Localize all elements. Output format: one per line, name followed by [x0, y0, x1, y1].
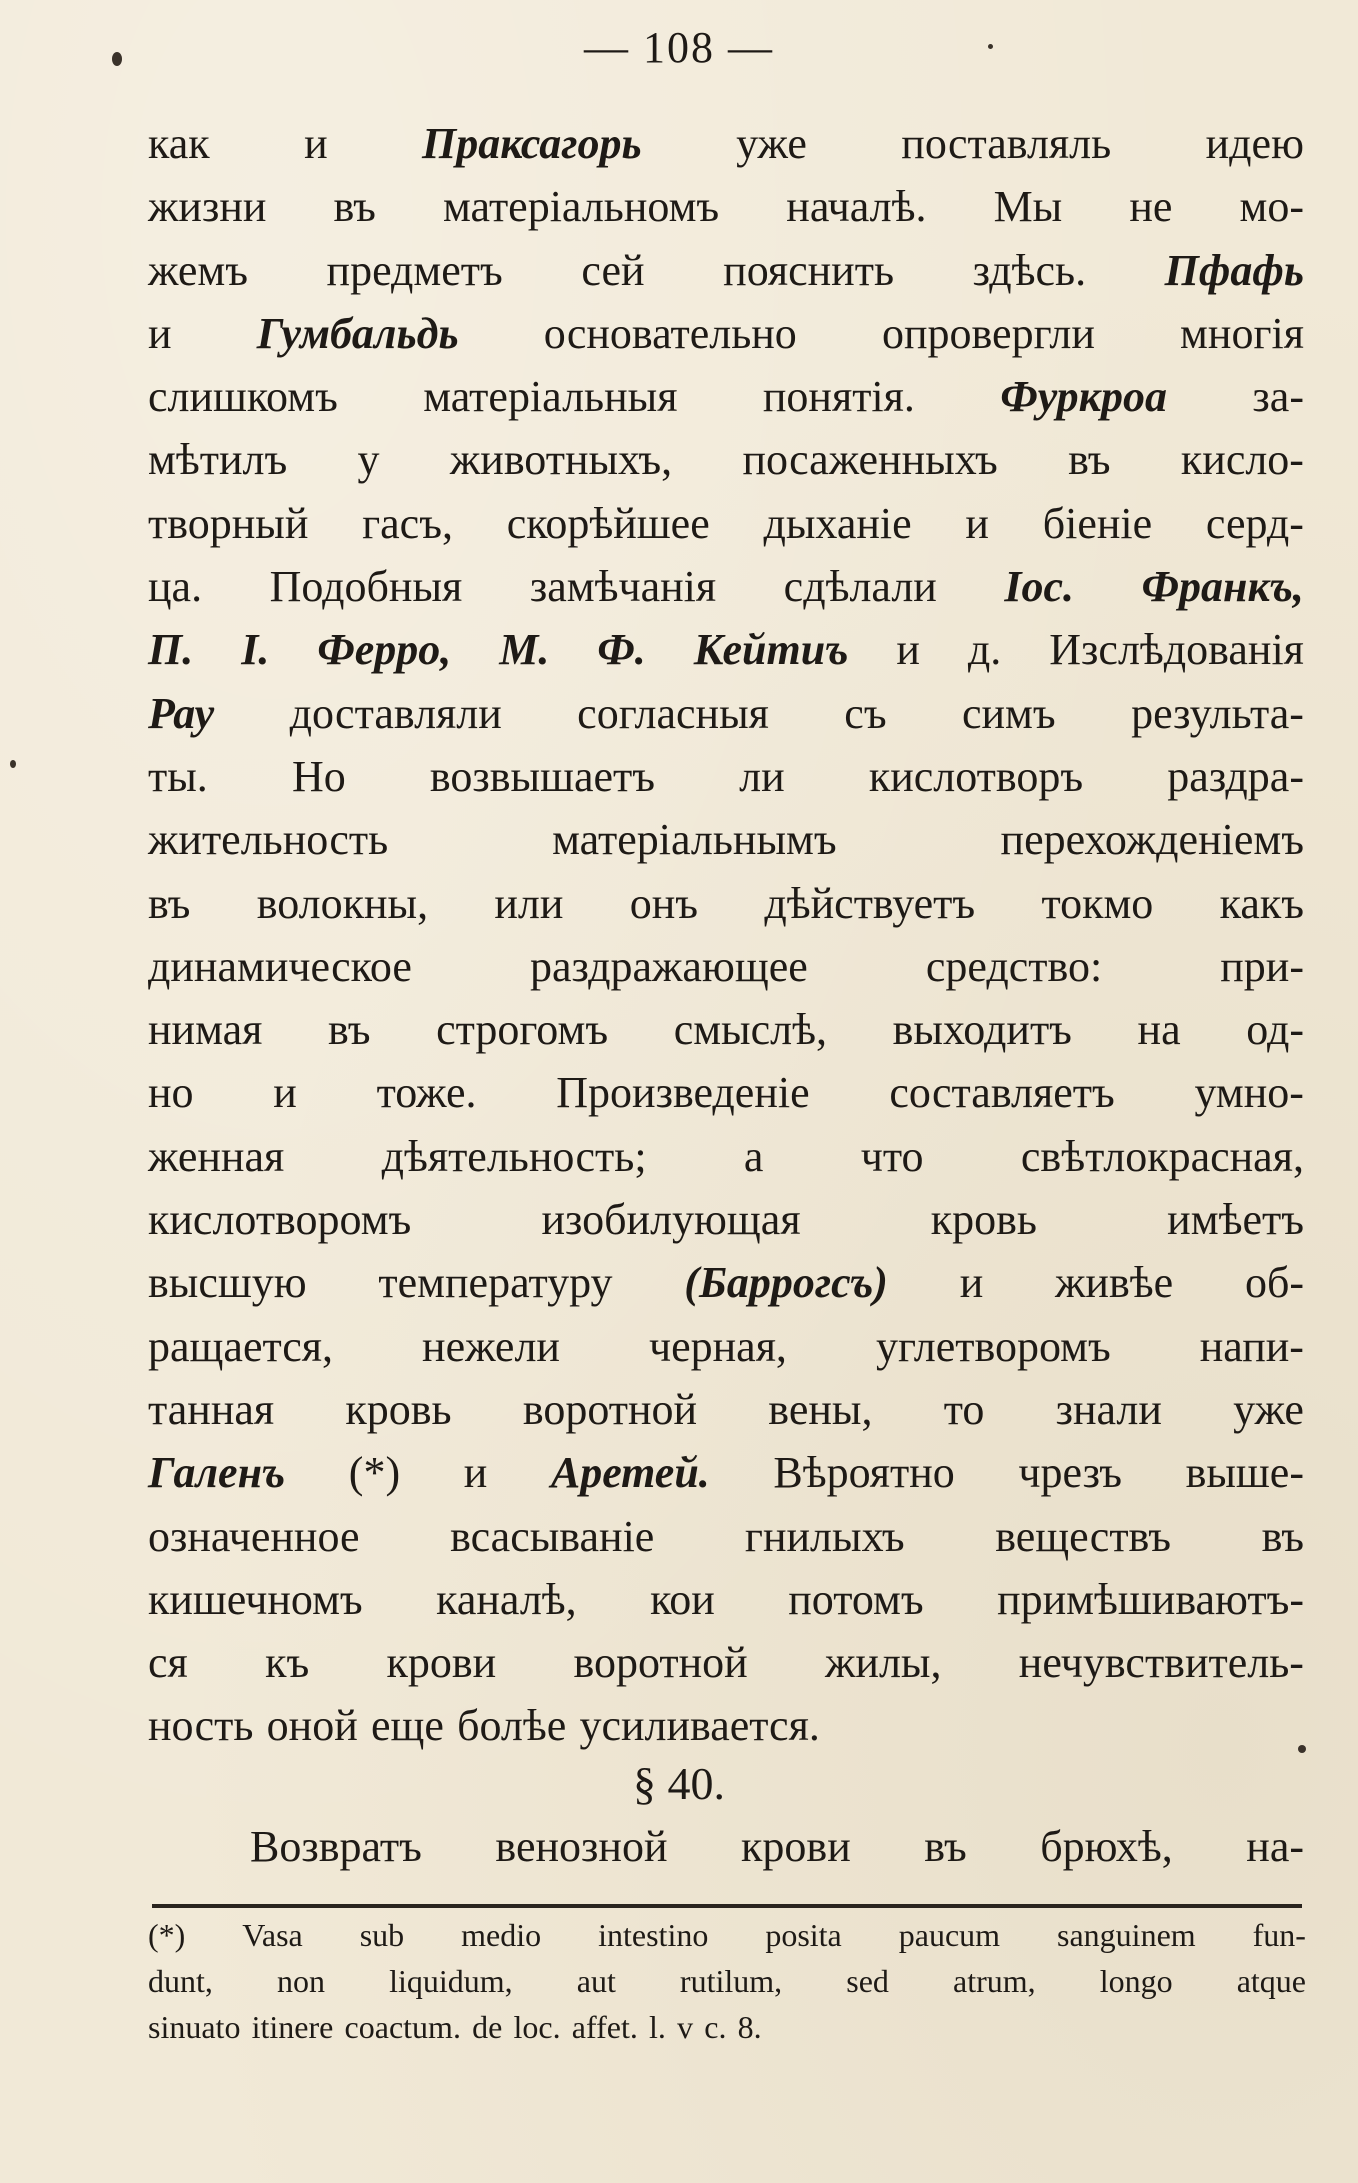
word: женная	[148, 1131, 285, 1181]
section-heading: § 40.	[633, 1758, 725, 1809]
word: матеріальнымъ	[552, 815, 837, 865]
word: и	[148, 308, 172, 358]
text-line	[148, 1125, 1304, 1188]
word: medio	[461, 1917, 542, 1953]
word: и	[463, 1448, 488, 1498]
text-line	[148, 1631, 1304, 1694]
word: чрезъ	[1018, 1448, 1122, 1498]
word: матеріальномъ	[443, 182, 720, 232]
word: еще	[370, 1701, 444, 1751]
word: веществъ	[995, 1511, 1171, 1561]
footnote	[148, 1912, 1306, 2050]
word: на	[1137, 1005, 1181, 1055]
word: или	[494, 878, 564, 928]
word: sub	[359, 1917, 405, 1953]
text-line	[148, 1188, 1304, 1251]
text-line	[148, 745, 1304, 808]
word: и	[896, 625, 920, 675]
word: мо-	[1239, 182, 1304, 232]
word: жилы,	[825, 1638, 942, 1688]
word: согласныя	[577, 688, 769, 738]
word: крови	[386, 1638, 497, 1688]
word: v	[677, 2009, 694, 2045]
word: и	[304, 119, 328, 168]
text-line	[148, 682, 1304, 745]
word: нимая	[148, 1005, 263, 1055]
footnote-line	[148, 1912, 1306, 1958]
word: non	[276, 1963, 325, 1999]
word: кровь	[930, 1195, 1037, 1245]
word: Франкъ,	[1141, 562, 1304, 612]
word: въ	[1261, 1511, 1304, 1561]
word: предметъ	[326, 245, 503, 295]
word: крови	[741, 1822, 851, 1871]
word: къ	[265, 1638, 310, 1688]
text-line	[148, 239, 1304, 302]
word: многія	[1180, 308, 1304, 358]
word: жемъ	[148, 245, 248, 295]
word: тоже.	[376, 1068, 477, 1118]
word: кои	[650, 1574, 715, 1624]
text-line	[148, 1441, 1304, 1504]
word: жизни	[148, 182, 267, 232]
word: aut	[576, 1963, 616, 1999]
text-line	[148, 555, 1304, 618]
text-line	[148, 428, 1304, 491]
section-first-line	[250, 1815, 1304, 1879]
word: свѣтлокрасная,	[1020, 1131, 1304, 1181]
word: Кейтиъ	[693, 625, 849, 675]
word: оной	[266, 1701, 358, 1751]
word: началѣ.	[786, 182, 927, 232]
word: од-	[1246, 1005, 1304, 1055]
footnote-line	[148, 1958, 1306, 2004]
word: раздра-	[1167, 751, 1304, 801]
footnote-line	[148, 2004, 1306, 2050]
word: Праксагорь	[422, 119, 642, 168]
word: І.	[241, 625, 270, 675]
word: ты.	[148, 751, 208, 801]
word: сдѣлали	[783, 562, 937, 612]
word: и	[273, 1068, 297, 1118]
word: д.	[967, 625, 1002, 675]
word: Но	[291, 751, 346, 801]
text-line	[148, 112, 1304, 175]
word: кровь	[345, 1384, 452, 1434]
word: дѣйствуетъ	[764, 878, 976, 928]
text-line	[148, 1694, 1304, 1757]
word: посаженныхъ	[742, 435, 998, 485]
word: de	[472, 2009, 503, 2045]
word: вены,	[768, 1384, 873, 1434]
word: животныхъ,	[449, 435, 673, 485]
word: примѣшиваютъ-	[997, 1574, 1304, 1624]
word: выше-	[1185, 1448, 1304, 1498]
word: составляетъ	[889, 1068, 1115, 1118]
word: болѣе	[457, 1701, 567, 1751]
text-line	[148, 175, 1304, 238]
word: уже	[1233, 1384, 1304, 1434]
word: всасываніе	[450, 1511, 655, 1561]
word: какъ	[1219, 878, 1304, 928]
word: сей	[581, 245, 645, 295]
word: что	[860, 1131, 924, 1181]
word: кисло-	[1180, 435, 1304, 485]
word: c.	[704, 2009, 727, 2045]
word: Изслѣдованія	[1049, 625, 1304, 675]
word: affet.	[571, 2009, 638, 2045]
word: выходитъ	[892, 1005, 1072, 1055]
word: Vasa	[242, 1917, 303, 1953]
word: опровергли	[881, 308, 1095, 358]
word: средство:	[925, 941, 1103, 991]
word: нежели	[422, 1321, 560, 1371]
word: Ф.	[597, 625, 646, 675]
word: на-	[1246, 1822, 1304, 1871]
word: paucum	[898, 1917, 1001, 1953]
word: Ферро,	[317, 625, 452, 675]
word: Аретей.	[550, 1448, 710, 1498]
word: intestino	[598, 1917, 709, 1953]
text-line	[148, 1378, 1304, 1441]
word: П.	[148, 625, 194, 675]
text-line	[148, 935, 1304, 998]
word: волокны,	[256, 878, 429, 928]
paper-speck	[988, 44, 993, 49]
word: дѣятельность;	[381, 1131, 647, 1181]
word: но	[148, 1068, 194, 1118]
word: dunt,	[148, 1963, 213, 1999]
word: черная,	[648, 1321, 787, 1371]
word: sed	[846, 1963, 889, 1999]
word: кислотворомъ	[148, 1195, 412, 1245]
word: Гумбальдь	[256, 308, 459, 358]
word: пояснить	[723, 245, 895, 295]
word: усиливается.	[579, 1701, 820, 1751]
word: ность	[148, 1701, 254, 1751]
word: танная	[148, 1384, 275, 1434]
word: то	[943, 1384, 985, 1434]
text-line	[148, 1315, 1304, 1378]
word: динамическое	[148, 941, 412, 991]
word: coactum.	[344, 2009, 461, 2045]
word: воротной	[573, 1638, 748, 1688]
text-line	[148, 872, 1304, 935]
word: симъ	[961, 688, 1056, 738]
text-line	[148, 1505, 1304, 1568]
word: токмо	[1041, 878, 1154, 928]
word: fun-	[1252, 1917, 1306, 1953]
text-line	[148, 302, 1304, 365]
word: онъ	[629, 878, 699, 928]
word: идею	[1205, 119, 1304, 168]
word: основательно	[543, 308, 797, 358]
word: воротной	[522, 1384, 698, 1434]
paper-speck	[1298, 1745, 1306, 1753]
word: Рау	[148, 688, 215, 738]
word: серд-	[1205, 498, 1304, 548]
word: слишкомъ	[148, 372, 338, 422]
word: как	[148, 119, 210, 168]
word: кислотворъ	[868, 751, 1084, 801]
word: доставляли	[289, 688, 502, 738]
word: а	[743, 1131, 764, 1181]
word: Іос.	[1004, 562, 1075, 612]
word: у	[357, 435, 380, 485]
paper-speck	[112, 52, 122, 66]
word: ца.	[148, 562, 203, 612]
word: longo	[1099, 1963, 1173, 1999]
word: живѣе	[1055, 1258, 1174, 1308]
word: и	[965, 498, 989, 548]
word: результа-	[1131, 688, 1304, 738]
word: 8.	[737, 2009, 762, 2045]
word: atque	[1236, 1963, 1306, 1999]
word: Произведеніе	[556, 1068, 810, 1118]
word: брюхѣ,	[1040, 1822, 1173, 1871]
word: замѣчанія	[529, 562, 717, 612]
word: напи-	[1199, 1321, 1304, 1371]
text-line	[148, 1061, 1304, 1124]
word: строгомъ	[436, 1005, 609, 1055]
word: и	[959, 1258, 984, 1308]
word: знали	[1055, 1384, 1162, 1434]
word: понятія.	[762, 372, 915, 422]
text-line	[148, 1251, 1304, 1314]
word: въ	[333, 182, 376, 232]
word: поставляль	[901, 119, 1112, 168]
word: углетворомъ	[875, 1321, 1111, 1371]
word: Вѣроятно	[773, 1448, 955, 1498]
word: ся	[148, 1638, 188, 1688]
word: кишечномъ	[148, 1574, 363, 1624]
word: дыханіе	[763, 498, 912, 548]
footnote-rule	[152, 1904, 1302, 1908]
word: Возвратъ	[250, 1822, 422, 1871]
word: (Баррогсъ)	[684, 1258, 888, 1308]
word: потомъ	[788, 1574, 924, 1624]
word: ли	[739, 751, 785, 801]
word: liquidum,	[389, 1963, 513, 1999]
word: здѣсь.	[972, 245, 1087, 295]
text-line	[148, 1568, 1304, 1631]
word: въ	[328, 1005, 371, 1055]
word: венозной	[495, 1822, 668, 1871]
text-line	[148, 998, 1304, 1061]
word: posita	[765, 1917, 842, 1953]
word: loc.	[513, 2009, 561, 2045]
word: матеріальныя	[423, 372, 678, 422]
body-text	[148, 112, 1304, 1758]
word: высшую	[148, 1258, 307, 1308]
word: Подобныя	[269, 562, 463, 612]
word: Пфафь	[1164, 245, 1304, 295]
word: въ	[148, 878, 191, 928]
word: Мы	[993, 182, 1063, 232]
word: раздражающее	[529, 941, 808, 991]
word: имѣетъ	[1167, 1195, 1304, 1245]
word: Галенъ	[148, 1448, 286, 1498]
word: ращается,	[148, 1321, 334, 1371]
word: Фуркроа	[1000, 372, 1167, 422]
word: sanguinem	[1057, 1917, 1196, 1953]
word: itinere	[251, 2009, 334, 2045]
word: уже	[736, 119, 807, 168]
word: въ	[924, 1822, 967, 1871]
text-line	[148, 808, 1304, 871]
text-line	[148, 618, 1304, 681]
word: каналѣ,	[436, 1574, 577, 1624]
word: l.	[649, 2009, 666, 2045]
text-line	[148, 365, 1304, 428]
word: не	[1129, 182, 1173, 232]
word: съ	[844, 688, 887, 738]
word: нечувствитель-	[1018, 1638, 1304, 1688]
page-number: — 108 —	[584, 23, 774, 72]
word: об-	[1244, 1258, 1304, 1308]
text-line	[148, 492, 1304, 555]
word: rutilum,	[679, 1963, 783, 1999]
word: за-	[1252, 372, 1304, 422]
word: при-	[1220, 941, 1304, 991]
word: перехожденіемъ	[1000, 815, 1304, 865]
word: означенное	[148, 1511, 360, 1561]
word: мѣтилъ	[148, 435, 288, 485]
word: гнилыхъ	[744, 1511, 905, 1561]
word: умно-	[1194, 1068, 1304, 1118]
word: atrum,	[952, 1963, 1036, 1999]
word: въ	[1068, 435, 1111, 485]
word: біеніе	[1042, 498, 1153, 548]
word: sinuato	[148, 2009, 241, 2045]
word: М.	[499, 625, 550, 675]
word: (*)	[148, 1917, 186, 1953]
word: скорѣйшее	[506, 498, 710, 548]
word: изобилующая	[541, 1195, 801, 1245]
word: смыслѣ,	[673, 1005, 827, 1055]
word: температуру	[378, 1258, 613, 1308]
word: жительность	[148, 815, 389, 865]
paper-speck	[10, 760, 16, 768]
word: возвышаетъ	[429, 751, 656, 801]
word: гасъ,	[362, 498, 453, 548]
word: творный	[148, 498, 309, 548]
word: (*)	[348, 1448, 401, 1498]
